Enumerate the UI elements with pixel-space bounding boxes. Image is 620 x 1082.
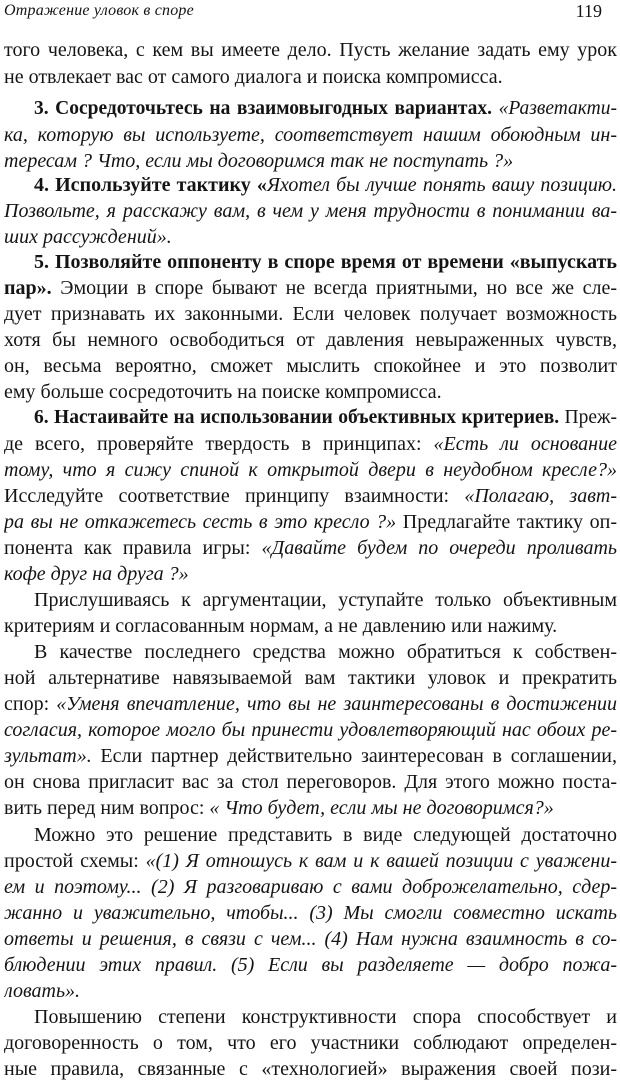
text-line (4, 457, 617, 483)
italic-run: «Давайте будем по очереди проливать (261, 537, 617, 559)
bold-run: 3. Сосредоточьтесь на взаимовыгодных вариантах. (34, 98, 493, 119)
text-line (4, 172, 617, 198)
bold-run: пар». (4, 277, 52, 299)
text-run: спор: (4, 693, 57, 715)
text-run: Преж- (559, 407, 617, 428)
text-line (4, 691, 617, 717)
text-run: критериям и согласованным нормам, а не давлению или нажиму. (4, 615, 558, 637)
italic-run: ответы и решения, в связи с чем... (4) Нам нужна взаимность в со- (4, 928, 617, 950)
text-line (4, 224, 617, 250)
text-line (4, 327, 617, 353)
text-line (4, 405, 617, 431)
italic-run: « Что будет, если мы не договоримся?» (209, 797, 554, 819)
bold-run: 6. Настаивайте на использовании объективных критериев. (34, 407, 560, 428)
text-line (4, 613, 617, 639)
italic-run: тому, что я сижу спиной к открытой двери в неудобном кресле?» (4, 459, 617, 481)
running-title: Отражение уловок в споре (4, 2, 194, 19)
italic-run: Яхотел бы лучше понять вашу позицию. (266, 174, 617, 196)
text-line (4, 96, 617, 122)
italic-run: «Полагаю, завт- (464, 485, 617, 507)
italic-run: кофе друг на друга ?» (4, 563, 189, 585)
text-line (4, 561, 617, 587)
italic-run: ка, которую вы используете, соответствует нашим обоюдным ин- (4, 124, 617, 146)
text-run: ные правила, связанные с «технологией» выражения своей пози- (4, 1058, 617, 1080)
text-line (4, 64, 617, 90)
italic-run: «(1) Я отношусь к вам и к вашей позиции с уважени- (145, 850, 617, 872)
italic-run: ловать». (4, 980, 81, 1002)
text-line (4, 483, 617, 509)
text-run: не отвлекает вас от самого диалога и поиска компромисса. (4, 66, 503, 88)
text-line (4, 874, 617, 900)
text-line (4, 353, 617, 379)
text-line (4, 795, 617, 821)
text-line (4, 37, 617, 63)
text-line (4, 1030, 617, 1056)
italic-run: «Разветакти- (492, 98, 617, 119)
text-line (4, 743, 617, 769)
text-run: Исследуйте соответствие принципу взаимности: (4, 485, 465, 507)
text-line (4, 639, 617, 665)
text-run: де всего, проверяйте твердость в принципах: (4, 433, 434, 455)
text-run: дует признавать их законными. Если человек получает возможность (4, 303, 617, 325)
text-line (4, 122, 617, 148)
text-run: он, весьма вероятно, сможет мыслить спокойнее и это позволит (4, 355, 617, 377)
text-line (4, 198, 617, 224)
text-line (4, 900, 617, 926)
text-line (4, 926, 617, 952)
bold-run: 5. Позволяйте оппоненту в споре время от времени «выпускать (34, 251, 617, 273)
text-run: договоренность о том, что его участники соблюдают определен- (4, 1032, 617, 1054)
text-line (4, 848, 617, 874)
text-run: Предлагайте тактику оп- (396, 511, 617, 533)
text-line (4, 379, 617, 405)
text-run: хотя бы немного освободиться от давления невыраженных чувств, (4, 329, 617, 351)
text-run: Прислушиваясь к аргументации, уступайте только объективным (34, 589, 617, 611)
text-line (4, 275, 617, 301)
text-run: Если партнер действительно заинтересован в соглашении, (91, 745, 617, 767)
italic-run: зультат». (4, 745, 92, 767)
text-run: Можно это решение представить в виде следующей достаточно (34, 824, 617, 846)
text-run: того человека, с кем вы имеете дело. Пусть желание задать ему урок (4, 39, 617, 61)
italic-run: жанно и уважительно, чтобы... (3) Мы смогли совместно искать (4, 902, 617, 924)
italic-run: «Уменя впечатление, что вы не заинтересованы в достижении (56, 693, 617, 715)
text-run: В качестве последнего средства можно обратиться к собствен- (34, 641, 617, 663)
italic-run: ших рассуждений». (4, 226, 172, 248)
text-line (4, 148, 617, 174)
text-run: ему больше сосредоточить на поиске компромисса. (4, 381, 442, 403)
text-run: вить перед ним вопрос: (4, 797, 210, 819)
text-run: понента как правила игры: (4, 537, 262, 559)
text-run: он снова пригласит вас за стол переговоров. Для этого можно поста- (4, 771, 617, 793)
bold-run: 4. Используйте тактику « (34, 174, 267, 196)
text-line (4, 978, 617, 1004)
text-line (4, 717, 617, 743)
italic-run: «Есть ли основание (433, 433, 617, 455)
text-run: Эмоции в споре бывают не всегда приятными, но все же сле- (51, 277, 617, 299)
text-line (4, 587, 617, 613)
text-line (4, 769, 617, 795)
text-run: ной альтернативе навязываемой вам тактики уловок и прекратить (4, 667, 617, 689)
text-line (4, 509, 617, 535)
italic-run: блюдении этих правил. (5) Если вы разделяете — добро пожа- (4, 954, 617, 976)
text-line (4, 822, 617, 848)
text-line (4, 952, 617, 978)
text-line (4, 249, 617, 275)
italic-run: ра вы не откажетесь сесть в это кресло ?» (4, 511, 397, 533)
text-line (4, 301, 617, 327)
text-line (4, 665, 617, 691)
text-line (4, 535, 617, 561)
text-run: Повышению степени конструктивности спора способствует и (34, 1006, 617, 1028)
text-run: простой схемы: (4, 850, 146, 872)
italic-run: согласия, которое могло бы принести удовлетворяющий нас обоих ре- (4, 719, 617, 741)
italic-run: ем и поэтому... (2) Я разговариваю с вами доброжелательно, сдер- (4, 876, 617, 898)
italic-run: Позвольте, я расскажу вам, в чем у меня трудности в понимании ва- (4, 200, 617, 222)
page-number: 119 (575, 1, 602, 21)
italic-run: тересам ? Что, если мы договоримся так не поступать ?» (4, 150, 514, 172)
text-line (4, 431, 617, 457)
text-line (4, 1056, 617, 1082)
text-line (4, 1004, 617, 1030)
